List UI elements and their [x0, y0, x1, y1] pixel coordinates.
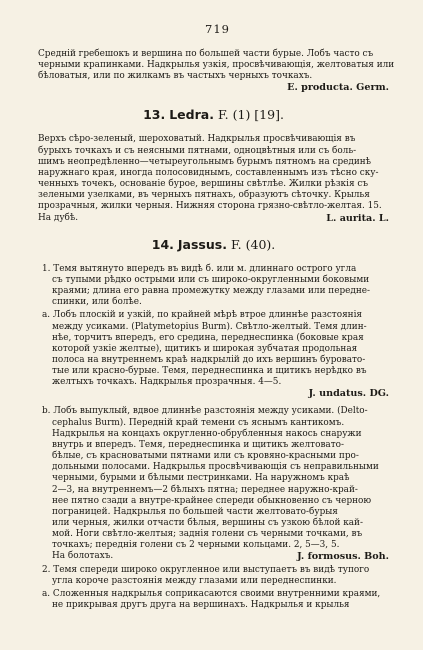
text-line-with-species [38, 551, 389, 562]
species-name: J. formosus. Boh. [297, 551, 389, 563]
text-line: а. Лобъ плоскій и узкій, по крайней мѣрѣ втрое длиннѣе разстоянія [42, 310, 363, 321]
genus-name: Jassus. [177, 236, 227, 252]
key-item-b [38, 406, 389, 562]
text-line: между усиками. (Platymetopius Burm). Свѣтло-желтый. Темя длин- [52, 321, 367, 332]
text-line: прозрачныя, жилки черныя. Нижняя сторона грязно-свѣтло-желтая. 15. [38, 201, 382, 212]
text-line: наружнаго края, иногда полосовиднымъ, составленнымъ изъ тѣсно ску- [38, 167, 379, 178]
text-line: точкахъ; переднія голени съ 2 черными кольцами. 2, 5—3, 5. [52, 540, 340, 551]
habitat-text: На дубѣ. [38, 212, 79, 223]
page-number: 719 [205, 22, 230, 36]
text-line: нее пятно сзади а внутре-крайнее спереди обыкновенно съ черною [52, 495, 372, 506]
key-item-2 [38, 565, 389, 587]
text-line: бурыхъ точкахъ и съ неясными пятнами, одноцвѣтныя или съ боль- [38, 145, 357, 156]
text-line: съ тупыми рѣдко острыми или съ широко-округленными боковыми [52, 274, 370, 285]
species-name: E. producta. Germ. [287, 82, 389, 94]
text-line: нѣе, торчитъ впередъ, его средина, переднеспинка (боковые края [52, 332, 364, 343]
key-item-1 [38, 264, 389, 309]
genus-author: F. (40). [230, 236, 276, 252]
genus-heading-jassus [38, 237, 389, 252]
section-number: 13. [143, 107, 166, 123]
habitat-text: На болотахъ. [52, 551, 114, 562]
text-line: спинки, или болѣе. [52, 297, 142, 308]
text-line: краями; длина его равна промежутку между глазами или передне- [52, 286, 371, 297]
text-line: пограницей. Надкрылья по большей части желтовато-бурыя [52, 506, 338, 517]
species-name: L. aurita. L. [326, 212, 389, 224]
text-line: полоса на внутреннемъ краѣ надкрылій до ихъ вершинъ буровато- [52, 354, 366, 365]
text-line: черными крапинками. Надкрылья узкія, просвѣчивающія, желтоватыя или [38, 60, 395, 71]
genus-name: Ledra. [169, 107, 214, 123]
key-item-a [38, 310, 389, 400]
text-line: угла короче разстоянія между глазами или переднеспинки. [52, 575, 337, 586]
text-line: Верхъ сѣро-зеленый, шероховатый. Надкрылья просвѣчивающія въ [38, 134, 356, 145]
text-line: а. Сложенныя надкрылья соприкасаются своими внутренними краями, [42, 588, 381, 599]
genus-heading-ledra [38, 107, 389, 122]
text-line: Надкрылья на концахъ округленно-обрубленныя накось снаружи [52, 428, 362, 439]
text-line: которой узкіе желтые), щитикъ и широкая зубчатая продольная [52, 343, 358, 354]
text-line: черными, бурыми и бѣлыми пестринками. На наружномъ краѣ [52, 473, 350, 484]
text-line: внутрь и впередъ. Темя, переднеспинка и щитикъ желтовато- [52, 439, 344, 450]
intro-block [38, 49, 395, 94]
text-line: 1. Темя вытянуто впередъ въ видѣ б. или м. длиннаго острого угла [42, 263, 357, 274]
text-line: тые или красно-бурые. Темя, переднеспинка и щитикъ нерѣдко въ [52, 366, 367, 377]
key-item-a2 [38, 589, 389, 611]
text-line: желтыхъ точкахъ. Надкрылья прозрачныя. 4—5. [52, 377, 282, 388]
text-line: мой. Ноги свѣтло-желтыя; заднія голени съ черными точками, въ [52, 529, 363, 540]
text-line: не прикрывая другъ друга на вершинахъ. Надкрылья и крылья [52, 600, 350, 611]
spacer [38, 400, 389, 404]
text-line: или черныя, жилки отчасти бѣлыя, вершины съ узкою бѣлой кай- [52, 518, 363, 528]
section-number: 14. [151, 236, 174, 252]
text-line: ченныхъ точекъ, основаніе бурое, вершины свѣтлѣе. Жилки рѣзкія съ [38, 179, 368, 190]
text-line: бѣлые, съ красноватыми пятнами или съ кровяно-красными про- [52, 451, 359, 462]
text-line: b. Лобъ выпуклый, вдвое длиннѣе разстоянія между усиками. (Delto- [42, 406, 368, 417]
species-name: J. undatus. DG. [308, 388, 389, 400]
text-line: зелеными узелками, въ черныхъ пятнахъ, образуютъ сѣточку. Крылья [38, 190, 370, 201]
text-line: 2. Темя спереди широко округленное или выступаетъ въ видѣ тупого [42, 564, 370, 575]
text-line: бѣловатыя, или по жилкамъ въ частыхъ черныхъ точкахъ. [38, 71, 313, 82]
text-line: 2—3, на внутреннемъ—2 бѣлыхъ пятна; переднее наружно-край- [52, 484, 358, 495]
text-line: дольными полосами. Надкрылья просвѣчивающія съ неправильными [52, 462, 379, 473]
genus-author: F. (1) [19]. [217, 107, 284, 123]
text-line: Средній гребешокъ и вершина по большей части бурые. Лобъ часто съ [38, 49, 374, 59]
text-line: шимъ неопредѣленно—четыреугольнымъ бурымъ пятномъ на срединѣ [38, 156, 372, 167]
text-line-with-species [38, 213, 389, 224]
text-line: cephalus Burm). Передній край темени съ яснымъ кантикомъ. [52, 417, 345, 428]
ledra-description [38, 134, 389, 223]
